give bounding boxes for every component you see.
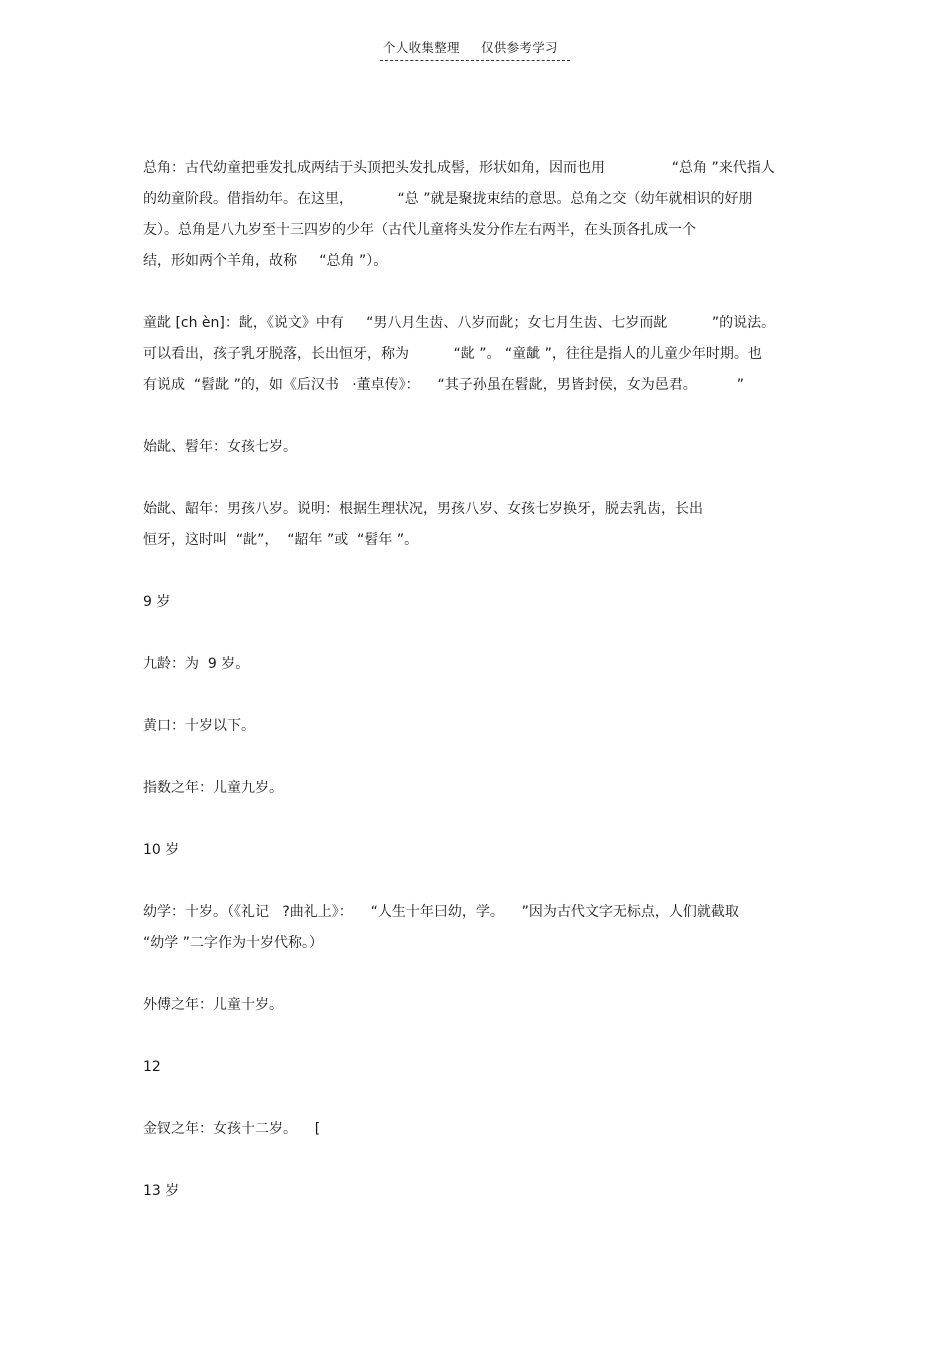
text-line: 幼学：十岁。（《礼记 ?曲礼上》： “人生十年曰幼，学。 ”因为古代文字无标点，人们就截取 (143, 904, 739, 920)
section-heading: 12 (143, 1059, 161, 1075)
paragraph-spacer (143, 807, 808, 838)
text-line: 的幼童阶段。借指幼年。在这里， “总 ”就是聚拢束结的意思。总角之交（幼年就相识的好朋 (143, 191, 753, 207)
paragraph-tiaonian (143, 435, 808, 466)
paragraph-spacer (143, 962, 808, 993)
paragraph-shaonian (143, 497, 808, 559)
text-line: 九龄：为 9 岁。 (143, 656, 250, 672)
paragraph-spacer (143, 1148, 808, 1179)
section-heading: 9 岁 (143, 594, 171, 610)
document-body (143, 156, 808, 1210)
text-line: 可以看出，孩子乳牙脱落，长出恒牙，称为 “龀 ”。 “童龇 ”，往往是指人的儿童少年时期。也 (143, 346, 762, 362)
paragraph-jiuling (143, 652, 808, 683)
paragraph-tongchen (143, 311, 808, 404)
section-heading: 13 岁 (143, 1183, 180, 1199)
section-heading-10 (143, 838, 808, 869)
section-heading-12 (143, 1055, 808, 1086)
paragraph-zhishu (143, 776, 808, 807)
paragraph-spacer (143, 621, 808, 652)
paragraph-spacer (143, 869, 808, 900)
text-line: 始龀、龆年：男孩八岁。说明：根据生理状况，男孩八岁、女孩七岁换牙，脱去乳齿，长出 (143, 501, 703, 517)
header-right-text: 仅供参考学习 (481, 40, 558, 55)
paragraph-jinchai (143, 1117, 808, 1148)
text-line: 黄口：十岁以下。 (143, 718, 255, 734)
paragraph-zongjiao (143, 156, 808, 280)
text-line: 始龀、髫年：女孩七岁。 (143, 439, 297, 455)
header-left-text: 个人收集整理 (383, 40, 460, 55)
text-line: 结，形如两个羊角，故称 “总角 ”）。 (143, 253, 388, 269)
page-header (380, 40, 570, 61)
text-line: 童龀 [ch èn]：龀，《说文》中有 “男八月生齿、八岁而龀；女七月生齿、七岁而龀 ”的说法。 (143, 315, 776, 331)
text-line: 金钗之年：女孩十二岁。 [ (143, 1121, 321, 1137)
text-line: 外傅之年：儿童十岁。 (143, 997, 283, 1013)
text-line: 友）。总角是八九岁至十三四岁的少年（古代儿童将头发分作左右两半，在头顶各扎成一个 (143, 222, 696, 238)
section-heading: 10 岁 (143, 842, 180, 858)
paragraph-spacer (143, 559, 808, 590)
text-line: 总角：古代幼童把垂发扎成两结于头顶把头发扎成髻，形状如角，因而也用 “总角 ”来代指人 (143, 160, 775, 176)
paragraph-spacer (143, 404, 808, 435)
paragraph-spacer (143, 466, 808, 497)
text-line: “幼学 ”二字作为十岁代称。） (143, 935, 323, 951)
paragraph-youxue (143, 900, 808, 962)
section-heading-9 (143, 590, 808, 621)
text-line: 恒牙，这时叫 “龀”， “龆年 ”或 “髫年 ”。 (143, 532, 419, 548)
paragraph-spacer (143, 745, 808, 776)
paragraph-waifu (143, 993, 808, 1024)
section-heading-13 (143, 1179, 808, 1210)
paragraph-huangkou (143, 714, 808, 745)
paragraph-spacer (143, 683, 808, 714)
text-line: 指数之年：儿童九岁。 (143, 780, 283, 796)
paragraph-spacer (143, 280, 808, 311)
paragraph-spacer (143, 1086, 808, 1117)
text-line: 有说成 “髫龀 ”的，如《后汉书 ·董卓传》： “其子孙虽在髫龀，男皆封侯，女为邑君。 ” (143, 377, 745, 393)
paragraph-spacer (143, 1024, 808, 1055)
